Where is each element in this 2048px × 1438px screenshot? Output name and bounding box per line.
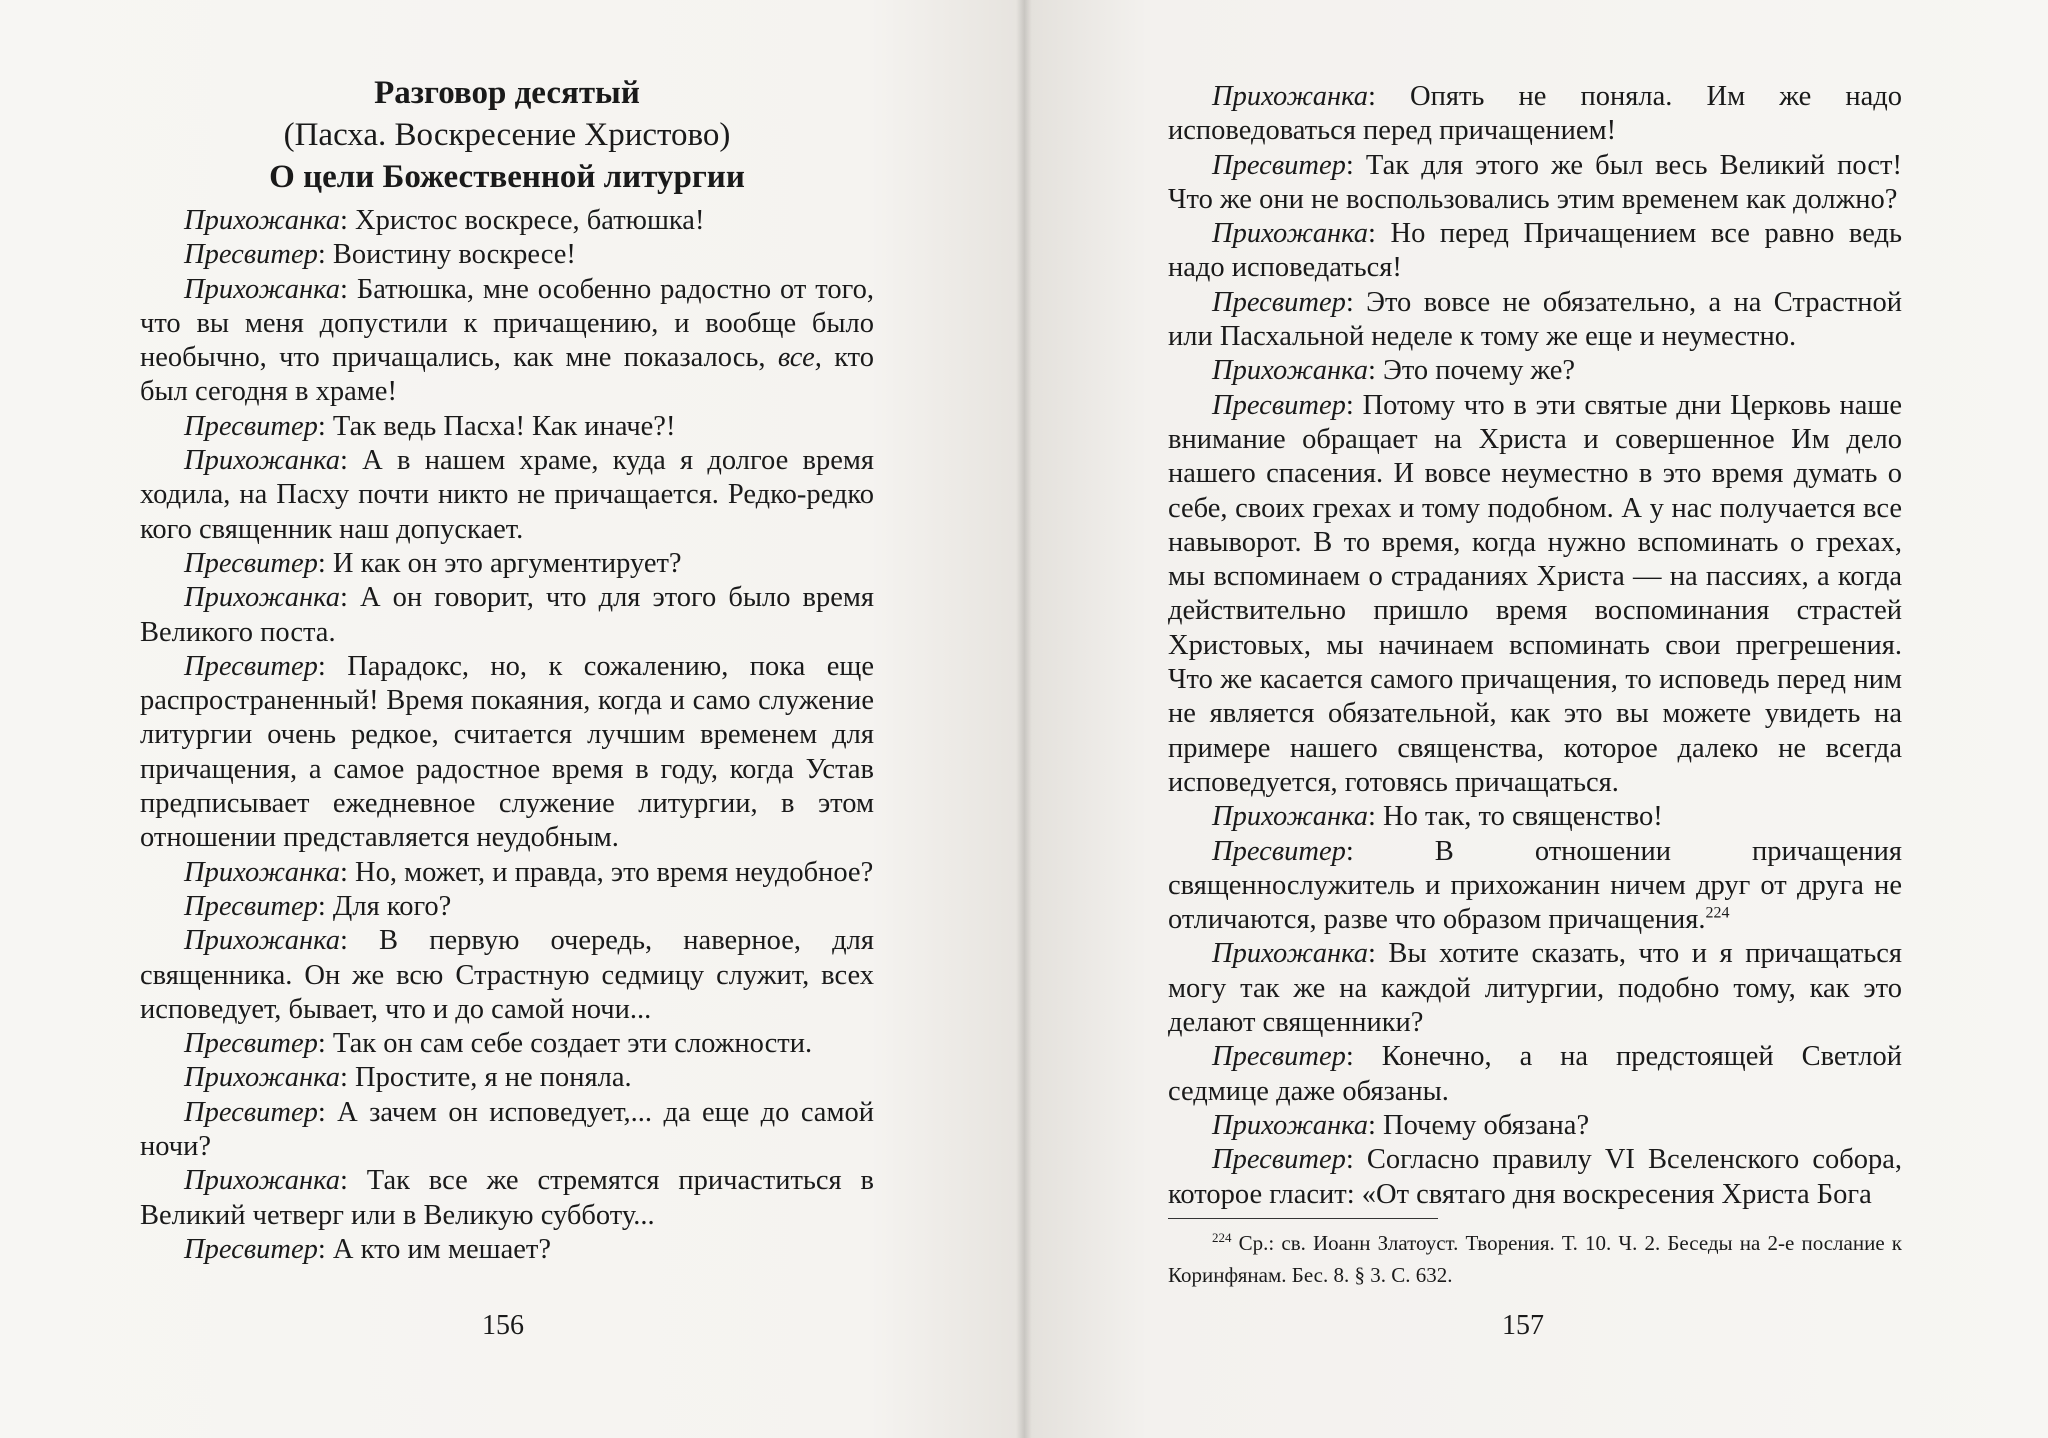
speaker: Пресвитер xyxy=(1212,1144,1346,1176)
speaker: Пресвитер xyxy=(1212,286,1346,318)
speaker: Пресвитер xyxy=(1212,389,1346,421)
dialogue-line: Пресвитер: Так ведь Пасха! Как иначе?! xyxy=(184,410,676,442)
page-number-right: 157 xyxy=(1502,1310,1544,1341)
dialogue-line: Прихожанка: Вы хотите сказать, что и я причащаться могу так же на каждой литургии, подобно тому, как это делают священники? xyxy=(1168,938,1902,1039)
right-text-column xyxy=(1168,80,1902,1291)
dialogue-line: Пресвитер: Конечно, а на предстоящей Светлой седмице даже обязаны. xyxy=(1168,1041,1902,1107)
speaker: Прихожанка xyxy=(184,856,340,888)
speaker: Прихожанка xyxy=(184,1062,340,1094)
speaker: Прихожанка xyxy=(184,445,340,477)
dialogue-line: Прихожанка: Так все же стремятся причаститься в Великий четверг или в Великую субботу... xyxy=(140,1165,874,1231)
speaker: Прихожанка xyxy=(184,273,340,305)
emphasis: все, xyxy=(777,342,822,374)
dialogue-line: Прихожанка: Это почему же? xyxy=(1212,355,1576,387)
speaker: Прихожанка xyxy=(1212,1109,1368,1141)
dialogue-line: Прихожанка: Простите, я не поняла. xyxy=(184,1062,632,1094)
dialogue-line: Прихожанка: Христос воскресе, батюшка! xyxy=(184,205,705,236)
speaker: Пресвитер xyxy=(184,547,318,579)
dialogue-line: Прихожанка: А он говорит, что для этого было время Великого поста. xyxy=(140,582,874,648)
dialogue-line: Пресвитер: А зачем он исповедует,... да еще до самой ночи? xyxy=(140,1096,874,1163)
footnote-ref: 224 xyxy=(1705,904,1730,922)
dialogue-line: Пресвитер: Так для этого же был весь Великий пост! Что же они не воспользовались этим временем как должно? xyxy=(1168,149,1902,215)
dialogue-line: Прихожанка: А в нашем храме, куда я долгое время ходила, на Пасху почти никто не причащается. Редко-редко кого священник наш допускает. xyxy=(140,445,874,545)
dialogue-line: Пресвитер: Так он сам себе создает эти сложности. xyxy=(184,1028,813,1060)
footnote: $^{224}$ Ср.: св. Иоанн Златоуст. Творения. Т. 10. Ч. 2. Беседы на 2-е послание к Коринфянам. Бес. 8. § 3. С. 632. xyxy=(1168,1229,1902,1287)
page-number-left: 156 xyxy=(482,1310,524,1341)
speaker: Пресвитер xyxy=(184,650,318,682)
footnote-divider xyxy=(1168,1218,1438,1219)
dialogue-line: Пресвитер: Потому что в эти святые дни Церковь наше внимание обращает на Христа и совершенное Им дело нашего спасения. И вовсе неуместно в это время думать о себе, своих грехах и тому подобном. А у нас получается все навыворот. В то время, когда нужно вспоминать о грехах, мы вспоминаем о страданиях Христа — на пассиях, а когда действительно пришло время воспоминания страстей Христовых, мы начинаем вспоминать свои прегрешения. Что же касается самого причащения, то исповедь перед ним не является обязательной, как это вы можете увидеть на примере нашего священства, которое далеко не всегда исповедуется, готовясь причащаться. xyxy=(1168,389,1902,798)
speaker: Пресвитер xyxy=(184,890,318,922)
speaker: Прихожанка xyxy=(1212,81,1368,112)
dialogue-line: Прихожанка: Но так, то священство! xyxy=(1212,801,1663,833)
speaker: Пресвитер xyxy=(184,410,318,442)
speaker: Прихожанка xyxy=(1212,355,1368,387)
speaker: Пресвитер xyxy=(184,1028,318,1060)
speaker: Пресвитер xyxy=(1212,1041,1346,1073)
speaker: Прихожанка xyxy=(184,925,340,957)
speaker: Прихожанка xyxy=(184,1165,340,1197)
speaker: Прихожанка xyxy=(184,205,340,236)
dialogue-line: Пресвитер: И как он это аргументирует? xyxy=(184,547,682,579)
dialogue-line: Пресвитер: Для кого? xyxy=(184,890,452,922)
dialogue-line: Прихожанка: Почему обязана? xyxy=(1212,1109,1590,1141)
dialogue-line: Пресвитер: А кто им мешает? xyxy=(184,1233,551,1265)
speaker: Пресвитер xyxy=(184,1096,318,1128)
speaker: Пресвитер xyxy=(1212,835,1346,867)
dialogue-line: Прихожанка: Опять не поняла. Им же надо исповедоваться перед причащением! xyxy=(1168,81,1902,147)
speaker: Прихожанка xyxy=(184,582,340,614)
left-text-column xyxy=(140,72,874,1267)
chapter-theme: О цели Божественной литургии xyxy=(269,159,745,195)
speaker: Прихожанка xyxy=(1212,218,1368,250)
chapter-title: Разговор десятый xyxy=(374,75,640,111)
dialogue-line: Прихожанка: Батюшка, мне особенно радостно от того, что вы меня допустили к причащению, и вообще было необычно, что причащались, как мне показалось, все, кто был сегодня в храме! xyxy=(140,273,874,408)
speaker: Прихожанка xyxy=(1212,938,1368,970)
footnote-number: 224 xyxy=(1212,1229,1232,1245)
chapter-subtitle: (Пасха. Воскресение Христово) xyxy=(283,117,731,153)
speaker: Пресвитер xyxy=(1212,149,1346,181)
dialogue-line: Пресвитер: Парадокс, но, к сожалению, пока еще распространенный! Время покаяния, когда и само служение литургии очень редкое, считается лучшим временем для причащения, а самое радостное время в году, когда Устав предписывает ежедневное служение литургии, в этом отношении представляется неудобным. xyxy=(140,650,874,854)
speaker: Пресвитер xyxy=(184,239,318,271)
dialogue-line: Прихожанка: В первую очередь, наверное, для священника. Он же всю Страстную седмицу служит, всех исповедует, бывает, что и до самой ночи... xyxy=(140,925,874,1025)
dialogue-line: Пресвитер: Согласно правилу VI Вселенского собора, которое гласит: «От святаго дня воскресения Христа Бога xyxy=(1168,1144,1902,1210)
dialogue-line: Прихожанка: Но перед Причащением все равно ведь надо исповедаться! xyxy=(1168,218,1902,284)
dialogue-line: Пресвитер: Это вовсе не обязательно, а на Страстной или Пасхальной неделе к тому же еще и неуместно. xyxy=(1168,286,1902,353)
speaker: Прихожанка xyxy=(1212,801,1368,833)
book-gutter xyxy=(1016,0,1032,1438)
dialogue-line: Прихожанка: Но, может, и правда, это время неудобное? xyxy=(184,856,874,888)
dialogue-line: Пресвитер: Воистину воскресе! xyxy=(184,239,576,271)
speaker: Пресвитер xyxy=(184,1233,318,1265)
dialogue-line: Пресвитер: В отношении причащения священнослужитель и прихожанин ничем друг от друга не отличаются, разве что образом причащения.$^{224}$ xyxy=(1168,835,1902,936)
